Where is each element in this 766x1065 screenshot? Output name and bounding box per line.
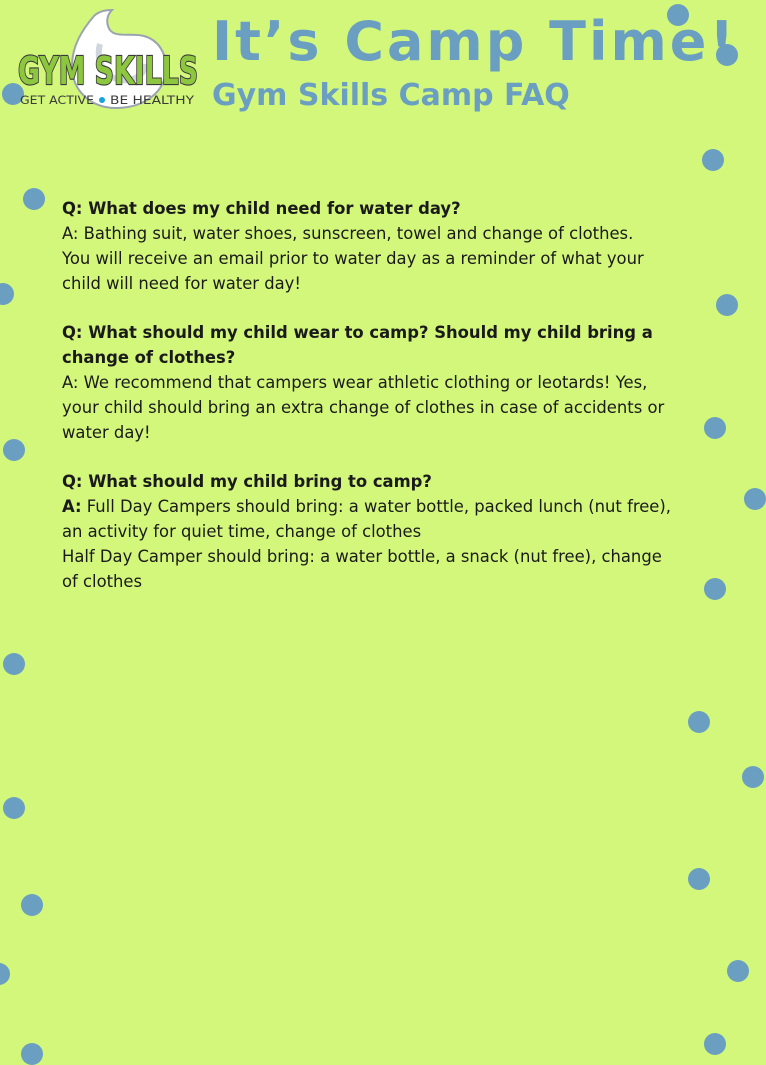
decorative-dot [702, 149, 724, 171]
faq-answer: A: We recommend that campers wear athletic clothing or leotards! Yes, your child should bring an extra change of clothes in case of accidents or water day! [62, 373, 665, 442]
decorative-dot [688, 868, 710, 890]
decorative-dot [716, 294, 738, 316]
faq-question: Q: What should my child bring to camp? [62, 472, 432, 491]
decorative-dot [0, 963, 10, 985]
decorative-dot [3, 439, 25, 461]
decorative-dot [23, 188, 45, 210]
decorative-dot [21, 1043, 43, 1065]
decorative-dot [744, 488, 766, 510]
faq-answer: You will receive an email prior to water day as a reminder of what your child will need for water day! [62, 249, 644, 293]
decorative-dot [742, 766, 764, 788]
faq-answer: A: Bathing suit, water shoes, sunscreen, towel and change of clothes. [62, 224, 634, 243]
decorative-dot [704, 1033, 726, 1055]
faq-question: Q: What does my child need for water day? [62, 199, 461, 218]
logo-tagline-right: BE HEALTHY [110, 93, 196, 107]
page-title: It’s Camp Time! [212, 10, 738, 73]
page-subtitle: Gym Skills Camp FAQ [212, 78, 570, 113]
gym-skills-logo [12, 6, 204, 112]
decorative-dot [0, 283, 14, 305]
faq-answer [62, 494, 682, 544]
decorative-dot [21, 894, 43, 916]
faq-answer-text: Full Day Campers should bring: a water bottle, packed lunch (nut free), an activity for quiet time, change of clothes [62, 497, 671, 541]
logo-wordmark: GYM SKILLS [18, 49, 198, 93]
faq-list [62, 196, 682, 618]
faq-item [62, 469, 682, 594]
decorative-dot [3, 653, 25, 675]
faq-question: Q: What should my child wear to camp? Should my child bring a change of clothes? [62, 323, 653, 367]
faq-item [62, 196, 682, 296]
faq-answer: Half Day Camper should bring: a water bottle, a snack (nut free), change of clothes [62, 547, 662, 591]
decorative-dot [704, 578, 726, 600]
decorative-dot [3, 797, 25, 819]
tagline-bullet-icon [99, 97, 105, 103]
decorative-dot [704, 417, 726, 439]
logo-tagline-left: GET ACTIVE [20, 93, 94, 107]
faq-answer-label: A: [62, 497, 82, 516]
decorative-dot [727, 960, 749, 982]
faq-item [62, 320, 682, 445]
decorative-dot [688, 711, 710, 733]
